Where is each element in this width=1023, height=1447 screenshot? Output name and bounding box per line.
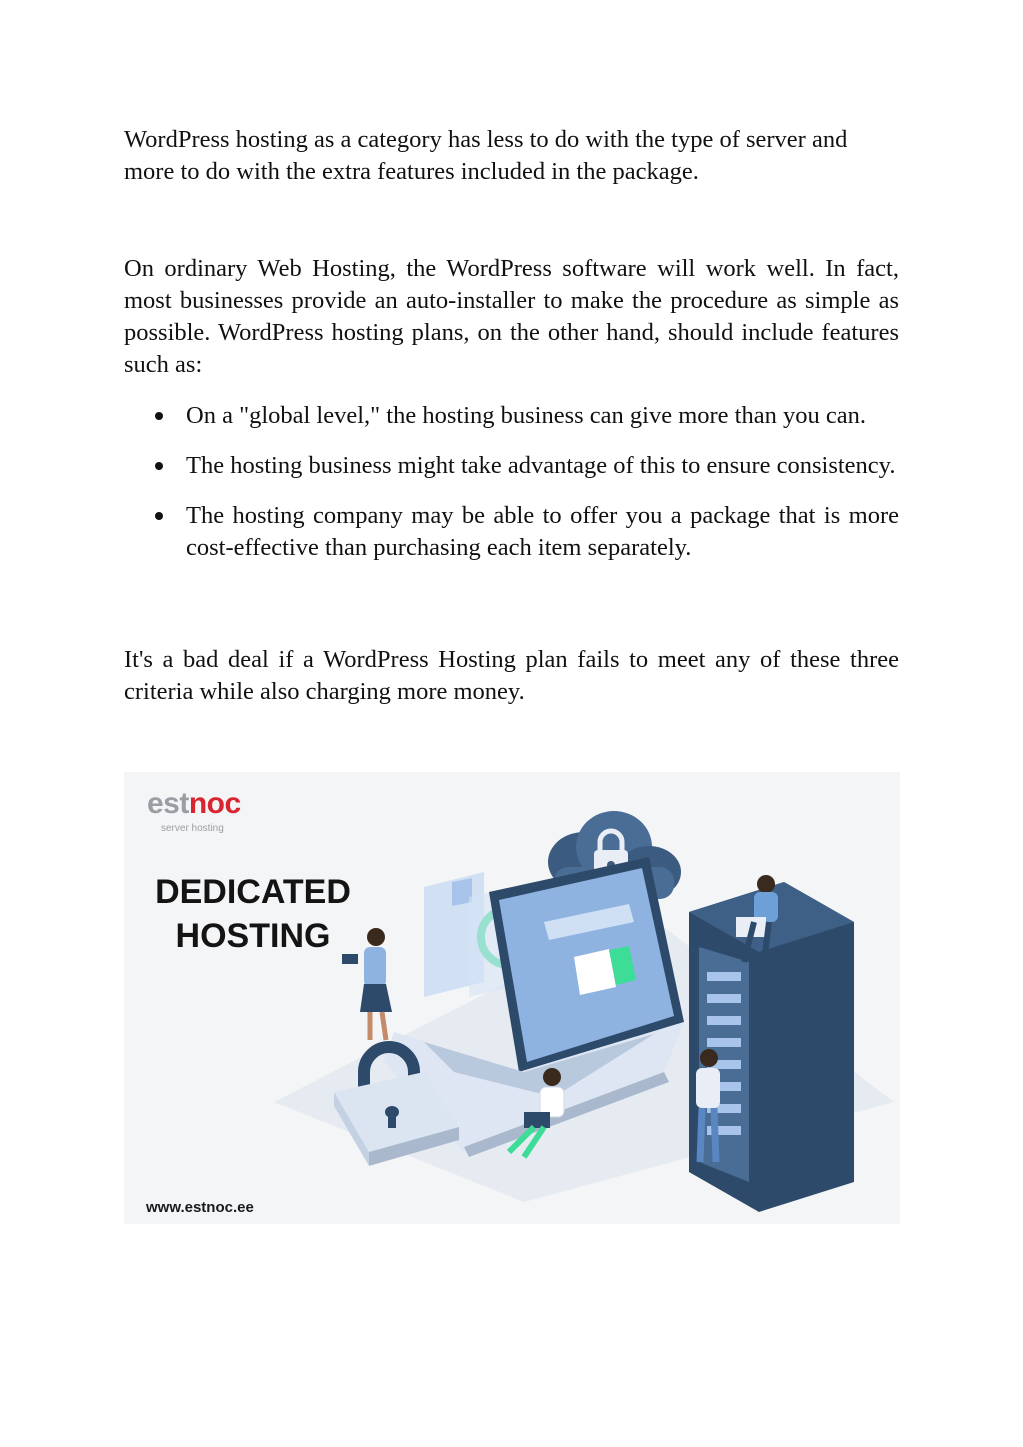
bullet-icon: [155, 412, 163, 420]
logo-tagline: server hosting: [161, 823, 224, 834]
bullet-icon: [155, 462, 163, 470]
list-item-text: The hosting business might take advantage of this to ensure consistency.: [186, 452, 896, 479]
dedicated-hosting-illustration: [124, 772, 900, 1224]
headline-line-2: HOSTING: [175, 917, 331, 955]
logo-text-noc: noc: [188, 787, 241, 820]
figure-headline: [138, 870, 368, 958]
bullet-icon: [155, 512, 163, 520]
server-rack-illustration: [689, 882, 854, 1212]
logo-text-est: est: [147, 787, 189, 820]
feature-list: [124, 400, 899, 582]
illustration-artwork: [124, 772, 900, 1224]
paragraph-ordinary-hosting: On ordinary Web Hosting, the WordPress software will work well. In fact, most businesses provide an auto-installer to make the procedure as simple as possible. WordPress hosting plans, on the other hand, should include features such as:: [124, 255, 899, 378]
list-item: [124, 450, 899, 482]
list-item: [124, 400, 899, 432]
list-item-text: On a "global level," the hosting business can give more than you can.: [186, 402, 866, 429]
list-item: [124, 500, 899, 564]
list-item-text: The hosting company may be able to offer you a package that is more cost-effective than purchasing each item separately.: [186, 502, 899, 561]
paragraph-intro: WordPress hosting as a category has less to do with the type of server and more to do with the extra features included in the package.: [124, 126, 848, 185]
website-url: www.estnoc.ee: [146, 1199, 254, 1216]
paragraph-conclusion: It's a bad deal if a WordPress Hosting plan fails to meet any of these three criteria while also charging more money.: [124, 646, 899, 705]
estnoc-logo: [147, 787, 241, 834]
headline-line-1: DEDICATED: [155, 873, 351, 911]
